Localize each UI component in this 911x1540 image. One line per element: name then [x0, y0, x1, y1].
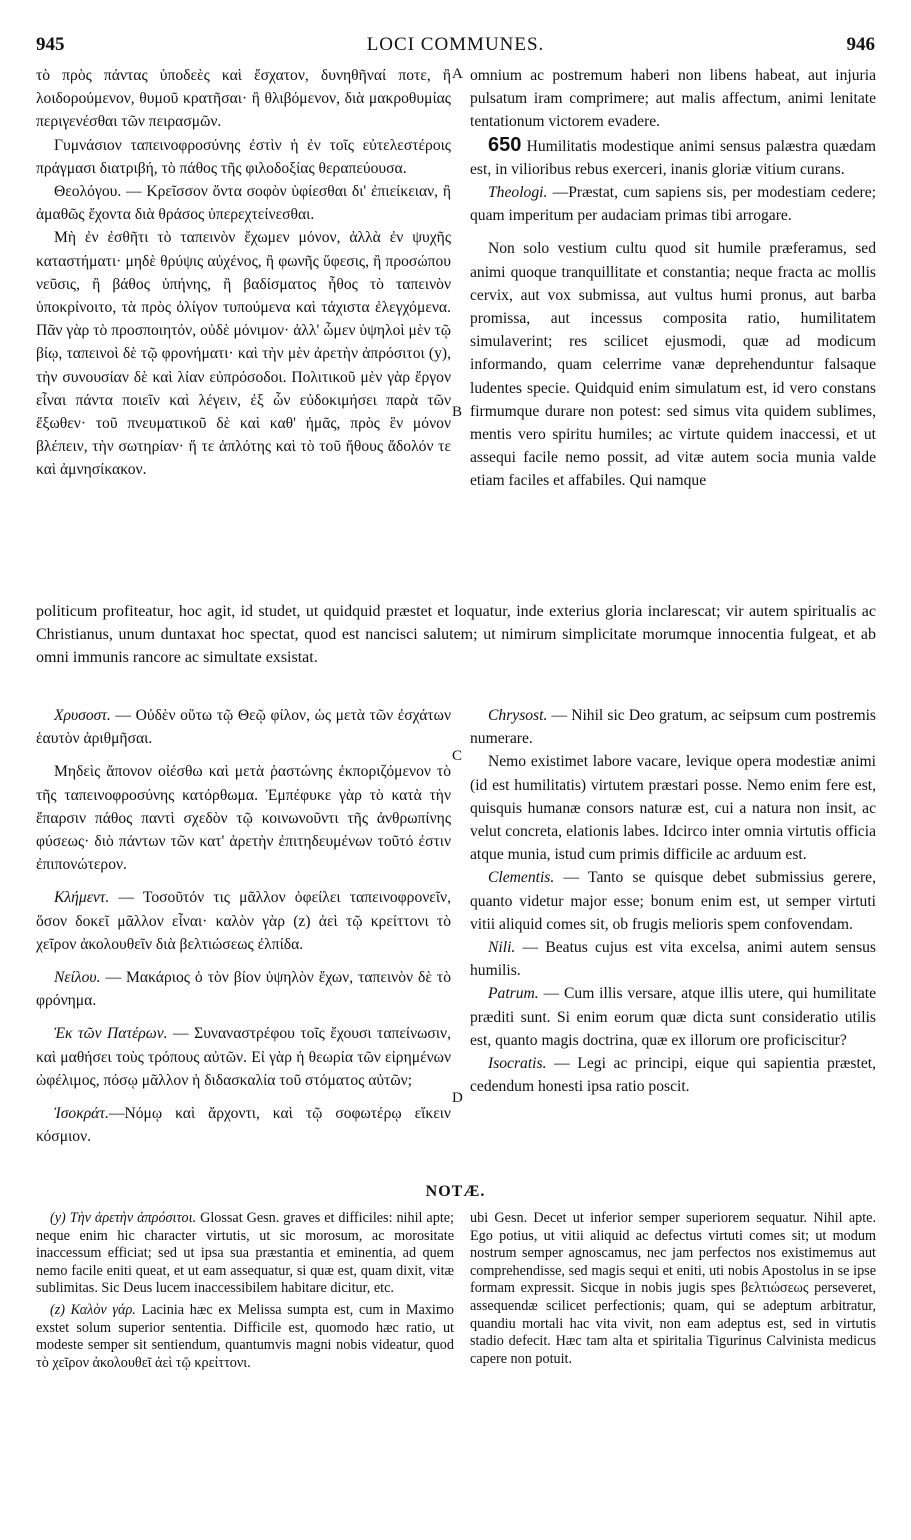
greek-paragraph: Γυμνάσιον ταπεινοφροσύνης ἐστὶν ἡ ἐν τοῖς εὐτελεστέροις πράγμασι διατριβή, τὸ πάθος τῆς φιλοδοξίας θεραπεύουσα. [36, 136, 451, 177]
latin-entry: Nemo existimet labore vacare, levique opera modestiæ animi (id est humilitatis) virtutem præstari posse. Nemo enim fere est, quisquis humanæ consors naturæ est, cui a natura non insit, ac velut concreta, elationis labes. Idcirco inter omnia virtutis officia atque munia, istud cum primis difficile ac arduum est. [470, 753, 876, 864]
greek-entry: Χρυσοστ. — Οὐδὲν οὕτω τῷ Θεῷ φίλον, ὡς μετὰ τῶν ἐσχάτων ἑαυτὸν ἀριθμῆσαι. [36, 707, 451, 748]
greek-entry: Νείλου. — Μακάριος ὁ τὸν βίον ὑψηλὸν ἔχων, ταπεινὸν δὲ τὸ φρόνημα. [36, 969, 451, 1010]
margin-marker-c: C [452, 748, 463, 764]
latin-entry: Isocratis. — Legi ac principi, eique qui sapientia præstet, cedendum honesti ipsa ratio poscit. [470, 1055, 876, 1096]
margin-marker-b: B [452, 404, 463, 420]
note-continuation: ubi Gesn. Decet ut inferior semper superiorem sequatur. Nihil apte. Ego potius, ut vitii aliquid ac defectus virtuti comes sit; ut modum nostrum semper agnoscamus, nec jam perfectos nos existimemus aut comprehendisse, sed magis sequi et eniti, uti nobis Apostolus in se ipse formam expressit. Sicque in nobis jugis spes βελτιώσεως perseveret, assequendæ scilicet perfectionis; quam, qui se adeptum arbitratur, quandiu mortali hac vita vivit, non eam adeptus est, sed in virtutis stadio defecit. Hæc tam alta et spiritalia Tigurinus Calvinista medicus capere non potuit. [470, 1210, 876, 1367]
section-number: 650 [488, 133, 522, 156]
latin-column-bottom [470, 694, 876, 1098]
greek-entry: Ἰσοκράτ.—Νόμῳ καὶ ἄρχοντι, καὶ τῷ σοφωτέρῳ εἴκειν κόσμιον. [36, 1105, 451, 1146]
margin-marker-d: D [452, 1090, 463, 1106]
greek-entry: Μηδεὶς ἄπονον οἰέσθω καὶ μετὰ ῥαστώνης ἐκποριζόμενον τὸ τῆς ταπεινοφροσύνης κατόρθωμα. Ἐμπέφυκε γὰρ τὸ κατὰ τὴν ἔπαρσιν πάθος παντὶ σχεδὸν τῷ κοινωνοῦντι τῆς ἀνθρωπίνης φύσεως· διὸ πάντων τῶν κατ' ἀρετὴν ἐπιτηδευμένων τοῦτό ἐστιν ἐπιπονώτερον. [36, 763, 451, 874]
page-number-left: 945 [36, 34, 65, 55]
greek-paragraph: τὸ πρὸς πάντας ὑποδεὲς καὶ ἔσχατον, δυνηθῆναί ποτε, ἢ λοιδορούμενον, θυμοῦ κρατῆσαι· ἢ θλιβόμενον, διὰ μακροθυμίας περιγενέσθαι τῶν πειρασμῶν. [36, 67, 451, 131]
latin-column-top [470, 64, 876, 493]
greek-entry: Κλήμεντ. — Τοσοῦτόν τις μᾶλλον ὀφείλει ταπεινοφρονεῖν, ὅσον δοκεῖ μᾶλλον εἶναι· καλὸν γὰρ (z) ἀεὶ τῷ κρείττονι τὸ χεῖρον ἀκολουθεῖν διὰ βελτιώσεως ἐλπίδα. [36, 889, 451, 953]
greek-paragraph: Θεολόγου. — Κρεῖσσον ὄντα σοφὸν ὑφίεσθαι δι' ἐπιείκειαν, ἢ ἀμαθῶς ἔχοντα διὰ θράσος ὑπερεχτείνεσθαι. [36, 183, 451, 224]
fullwidth-paragraph: politicum profiteatur, hoc agit, id studet, ut quidquid præstet et loquatur, inde exterius gloria inclarescat; vir autem spiritualis ac Christianus, unum duntaxat hoc spectat, quod est nancisci salutem; ut nimirum simplicitate morumque innocentia fulgeat, et ab omni immunis rancore ac simultate exsistat. [36, 603, 876, 667]
page-header [36, 34, 875, 60]
latin-entry: Nili. — Beatus cujus est vita excelsa, animi autem sensus humilis. [470, 939, 876, 980]
latin-paragraph: Theologi. —Præstat, cum sapiens sis, per modestiam cedere; quam imperitum per audaciam primas tibi arrogare. [470, 184, 876, 225]
latin-entry: Clementis. — Tanto se quisque debet submissius gerere, quanto videtur major esse; bonum enim est, ut semper virtuti vitii aliquid comes sit, ob frugis melioris spem confovendam. [470, 869, 876, 933]
latin-paragraph: Non solo vestium cultu quod sit humile præferamus, sed animi quoque tranquillitate et constantia; neque fracta ac mollis cervix, aut vox submissa, aut vultus humi pronus, aut barba promissa, aut incessus composita ratio, humilitatem simulaverint; res scilicet ejusmodi, quæ ad modicum informando, quam celerrime vanæ deprehenduntur falsaque ludentes specie. Quidquid enim simulatum est, id vero constans firmumque durare non potest: sed simus vita quidem sublimes, mentis vero spiritu humiles; ac virtute quidem inaccessi, et ut assequi facile nemo possit, ad vitæ autem socia munia valde etiam faciles et affabiles. Qui namque [470, 240, 876, 490]
running-title: LOCI COMMUNES. [366, 34, 545, 55]
greek-paragraph: Μὴ ἐν ἐσθῆτι τὸ ταπεινὸν ἔχωμεν μόνον, ἀλλὰ ἐν ψυχῆς καταστήματι· μηδὲ θρύψις αὐχένος, ἢ φωνῆς ὕφεσις, ἢ προσώπου νεῦσις, ἢ βάθος ὑπήνης, ἢ βαδίσματος ἦθος τὸ ταπεινὸν ὑποκρίνοιτο, τὰ πρὸς ὀλίγον τυπούμενα καὶ τάχιστα ἐλεγχόμενα. Πᾶν γὰρ τὸ προσποιητόν, οὐδὲ μόνιμον· ἀλλ' ὦμεν ὑψηλοὶ μὲν τῷ βίῳ, ταπεινοὶ δὲ τῷ φρονήματι· καὶ τὴν μὲν ἀρετὴν ἀπρόσιτοι (y), τὴν συνουσίαν δὲ καὶ λίαν εὐπρόσοδοι. Πολιτικοῦ μὲν γὰρ ἔργον εἶναι πάντα ποιεῖν καὶ λέγειν, ἐξ ὧν εὐδοκιμήσει παρὰ τῶν ἔξωθεν· τοῦ πνευματικοῦ δὲ καὶ καθ' ἡμᾶς, πρὸς ἓν μόνον βλέπειν, τὴν σωτηρίαν· ἥ τε ἁπλότης καὶ τὸ τοῦ ἤθους ἄδολόν τε καὶ ἀμνησίκακον. [36, 229, 451, 479]
latin-paragraph: omnium ac postremum haberi non libens habeat, aut injuria pulsatum iram comprimere; aut malis affectum, animi lenitate tentationum victorem evadere. [470, 67, 876, 131]
note-entry: (z) Καλὸν γάρ. Lacinia hæc ex Melissa sumpta est, cum in Maximo exstet solum superior sententia. Difficile est, quomodo hæc ratio, ut modeste semper sit sentiendum, quantumvis magni nobis videatur, quod τὸ χεῖρον ἀκολουθεῖ ἀεὶ τῷ κρείττονι. [36, 1301, 454, 1371]
notes-column-left [36, 1210, 454, 1372]
margin-marker-a: A [452, 66, 463, 82]
greek-column-top [36, 64, 451, 482]
greek-entry: Ἐκ τῶν Πατέρων. — Συναναστρέφου τοῖς ἔχουσι ταπείνωσιν, καὶ μαθήσει τοὺς τρόπους αὐτῶν. Εἰ γὰρ ἡ θεωρία τῶν εἰρημένων ὠφέλιμος, πόσῳ μᾶλλον ἡ διδασκαλία τοῦ στόματος αὐτῶν; [36, 1025, 451, 1089]
note-entry: (y) Τὴν ἀρετὴν ἀπρόσιτοι. Glossat Gesn. graves et difficiles: nihil apte; neque enim hic character virtutis, ut sic morosum, ac morositate inaccessum efficiat; sed ut ipsa sua præstantia et eminentia, ad quem nemo facile eniti queat, et ut eam assequatur, si quæ est, quam dixit, vitæ sublimitas. Sic Deus lucem inaccessibilem habitare dicitur, etc. [36, 1210, 454, 1297]
notes-column-right [470, 1210, 876, 1368]
latin-entry: Chrysost. — Nihil sic Deo gratum, ac seipsum cum postremis numerare. [470, 707, 876, 748]
greek-column-bottom [36, 694, 451, 1148]
source-label: Theologi. [488, 184, 548, 202]
latin-entry: Patrum. — Cum illis versare, atque illis utere, qui humilitate præditi sunt. Si enim eorum quæ dicta sunt consideratio utilis est, quanto magis doctrina, quæ ex illorum ore proficiscitur? [470, 985, 876, 1049]
latin-paragraph: 650 Humilitatis modestique animi sensus palæstra quædam est, in vilioribus rebus exerceri, inanis gloriæ vitium curans. [470, 133, 876, 178]
page-number-right: 946 [846, 34, 875, 55]
notes-heading: NOTÆ. [425, 1183, 486, 1200]
